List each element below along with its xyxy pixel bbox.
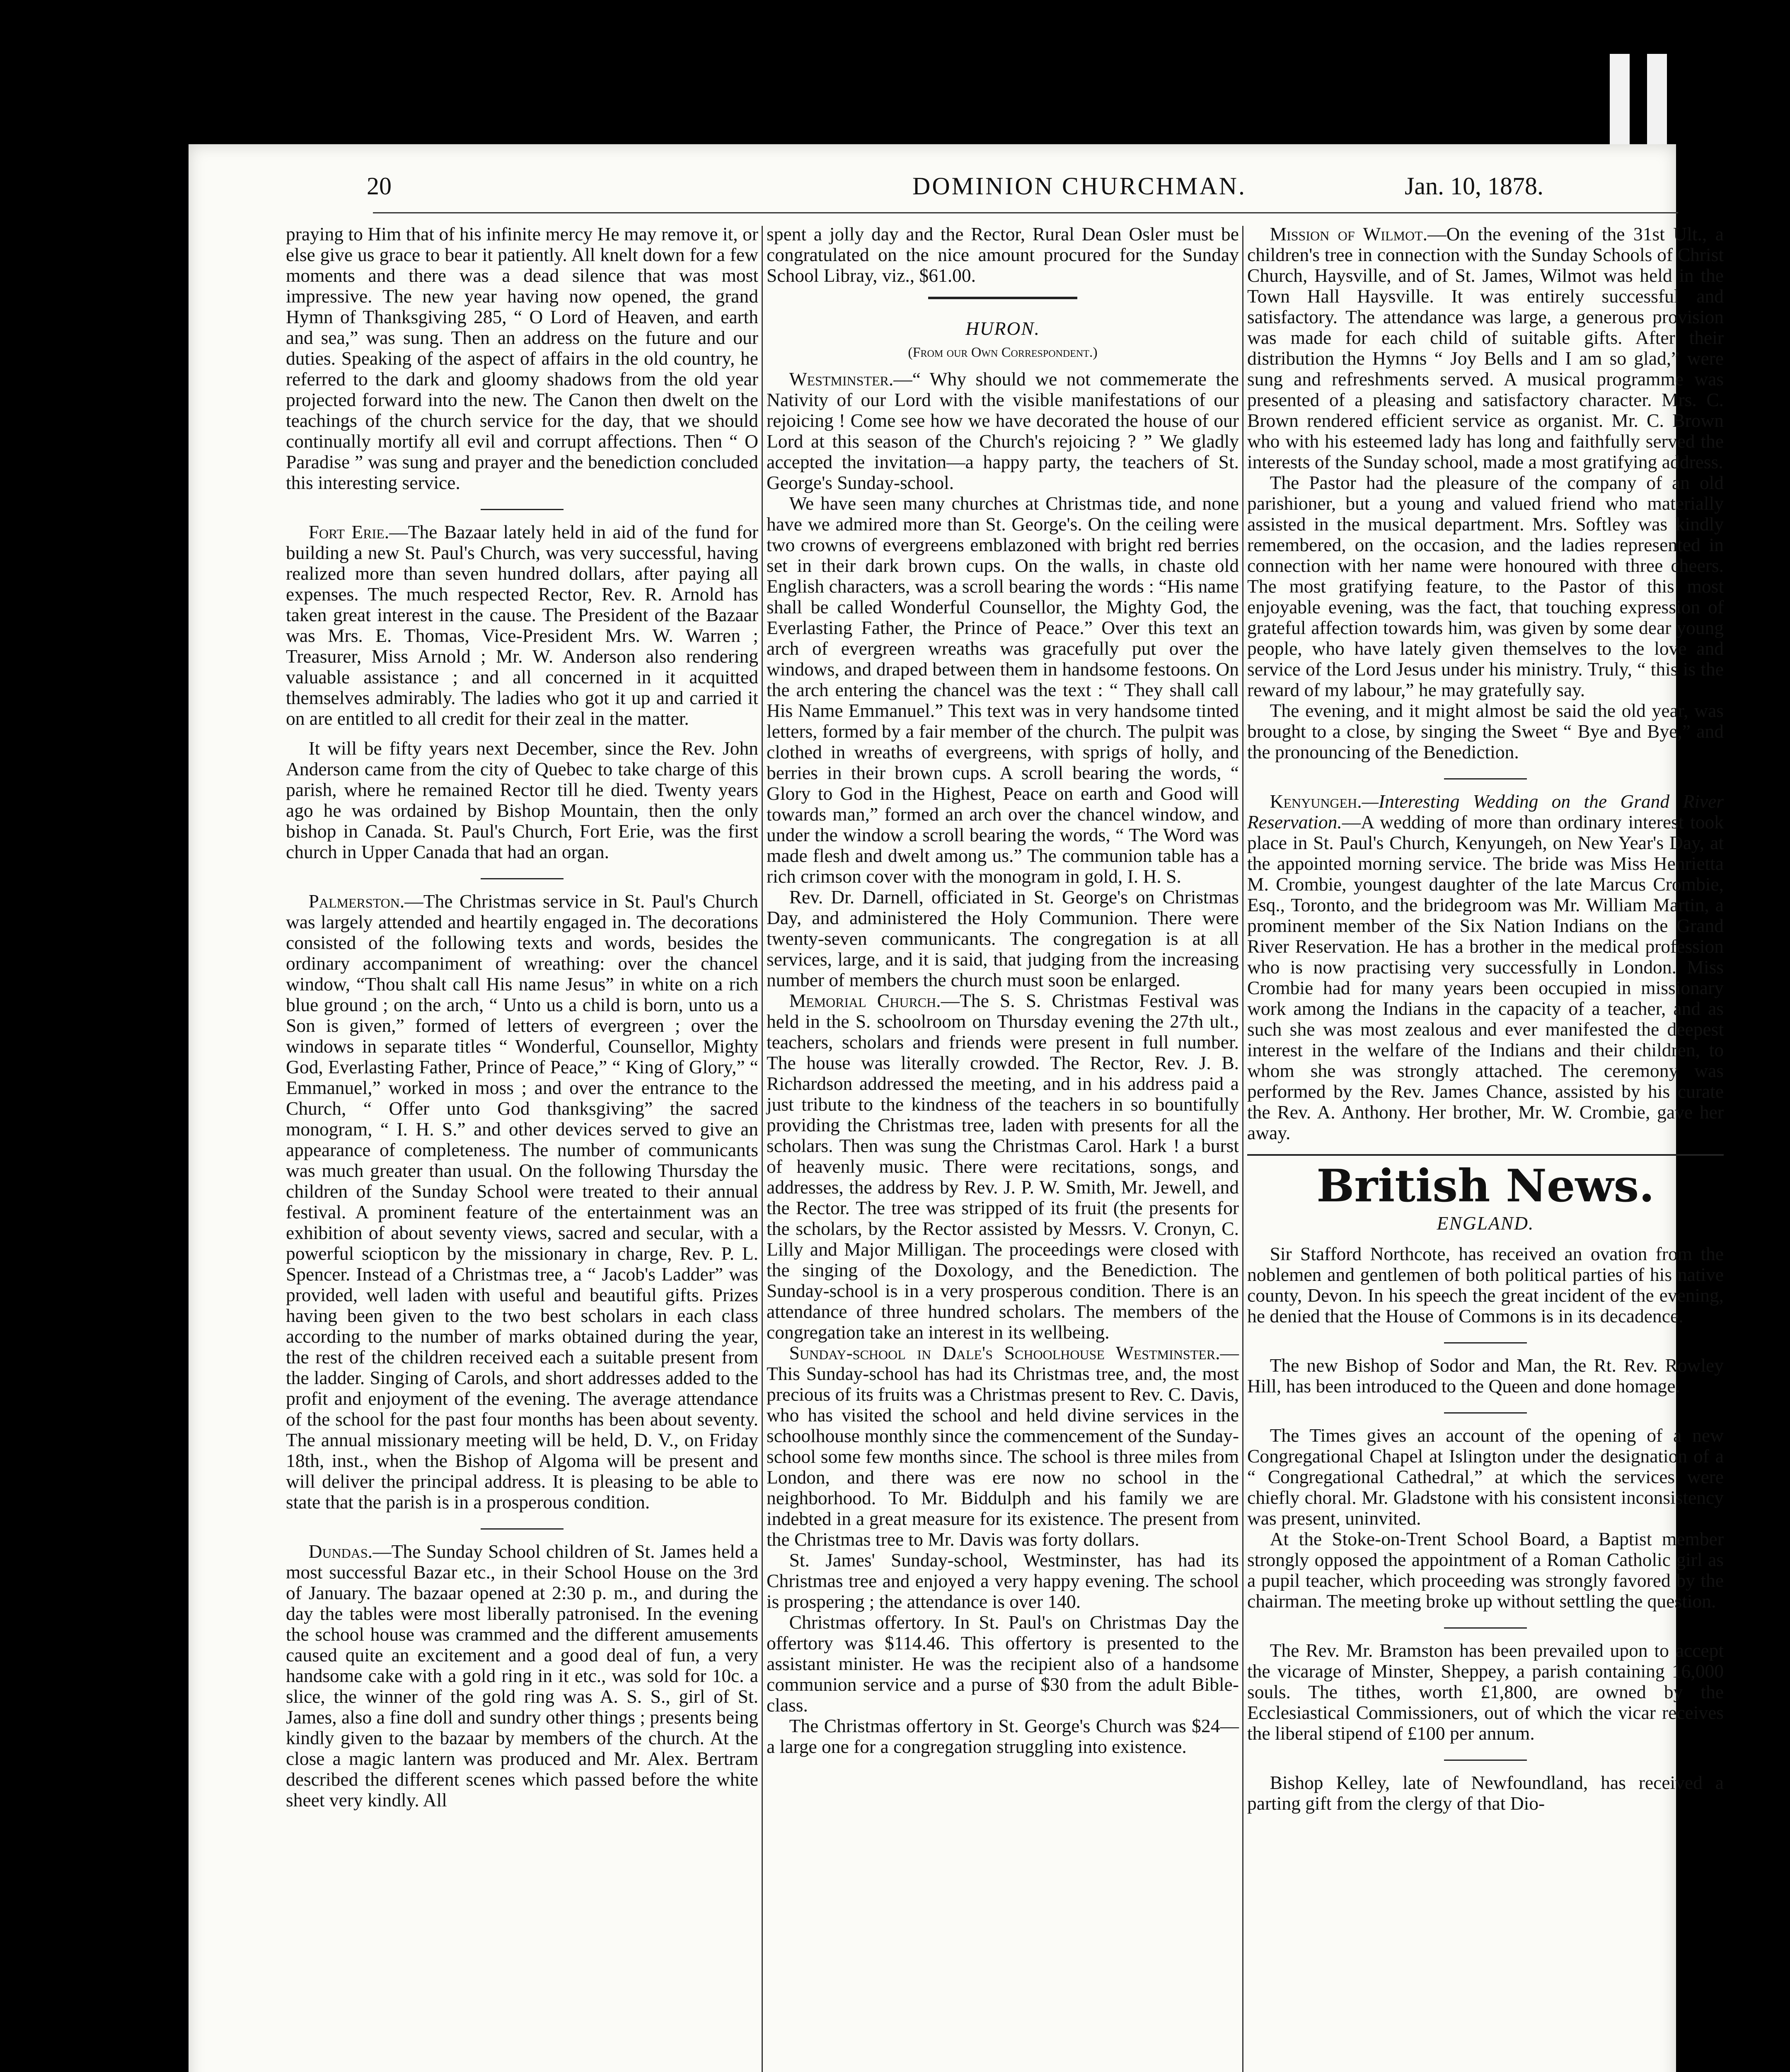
column-2: [767, 224, 1239, 1757]
section-head-kenyungeh: Kenyungeh.: [1270, 791, 1362, 812]
section-head-westminster: Westminster.: [789, 368, 894, 390]
publication-title: DOMINION CHURCHMAN.: [912, 172, 1247, 200]
article-offertory: Christmas offertory. In St. Paul's on Christmas Day the offertory was $114.46. This offertory is presented to the assistant minister. He was the recipient also of a handsome communion service and a purse of $30 from the adult Bible-class.: [767, 1612, 1239, 1716]
section-head-palmerston: Palmerston.: [308, 891, 405, 912]
wilmot-text: —On the evening of the 31st Ult., a children's tree in connection with the Sunday Schools of Christ Church, Haysville, and of St. James, Wilmot was held in the Town Hall Haysville. It was entirely successful and satisfactory. The attendance was large, a generous provision was made for each child of suitable gifts. After their distribution the Hymns “ Joy Bells and I am so glad,” were sung and refreshments served. A musical programme was presented of a pleasing and satisfactory character. Mrs. C. Brown rendered efficient service as organist. Mr. C. Brown who with his esteemed lady has long and faithfully served the interests of the Sunday school, made a most gratifying address.: [1247, 223, 1724, 472]
section-head-dales: Sunday-school in Dale's Schoolhouse Westminster.: [789, 1342, 1220, 1363]
article-memorial: [767, 990, 1239, 1343]
page-number: 20: [367, 172, 392, 200]
section-rule: [1444, 1342, 1527, 1343]
section-rule: [1444, 1627, 1527, 1629]
article-fort-erie: [286, 522, 758, 729]
diocese-heading-huron: HURON.: [965, 318, 1040, 339]
page-header: [184, 160, 1676, 209]
section-rule: [1247, 1154, 1724, 1156]
film-mark-top-2: [1647, 54, 1667, 153]
section-rule: [1444, 1412, 1527, 1414]
column-3: [1247, 224, 1724, 1814]
article-palmerston: [286, 891, 758, 1513]
column-divider-1: [762, 226, 763, 2072]
section-rule: [481, 1528, 564, 1530]
british-news-heading: British News.: [1316, 1160, 1655, 1212]
section-head-wilmot: Mission of Wilmot.: [1270, 223, 1427, 244]
kenyungeh-subhead: —Interesting Wedding on the Grand River Reservation.: [1247, 791, 1724, 833]
section-rule: [1444, 778, 1527, 779]
article-many-churches: We have seen many churches at Christmas tide, and none have we admired more than St. George's. On the ceiling were two crowns of evergreens emblazoned with bright red berries set in their dark brown cups. On the walls, in chaste old English characters, was a scroll bearing the words : “His name shall be called Wonderful Counsellor, the Mighty God, the Everlasting Father, the Prince of Peace.” Over this text an arch of evergreen wreaths was gracefully put over the windows, and draped between them in handsome festoons. On the arch entering the chancel was the text : “ They shall call His Name Emmanuel.” This text was in very handsome tinted letters, formed by a fair member of the church. The pulpit was clothed in wreaths of evergreens, with sprigs of holly, and berries in their brown cups. A scroll bearing the words, “ Glory to God in the Highest, Peace on earth and Good will towards man,” formed an arch over the chancel window, and under the window a scroll bearing the words, “ The Word was made flesh and dwelt among us.” The communion table has a rich crimson cover with the monogram in gold, I. H. S.: [767, 493, 1239, 887]
section-rule: [481, 509, 564, 510]
palmerston-text: —The Christmas service in St. Paul's Church was largely attended and heartily engaged in. The decorations consisted of the following texts and words, besides the ordinary accompaniment of wreathing: over the chancel window, “Thou shalt call His name Jesus” in white on a rich blue ground ; on the arch, “ Unto us a child is born, unto us a Son is given,” formed of letters of evergreen ; over the windows in separate titles “ Wonderful, Counsellor, Mighty God, Everlasting Father, Prince of Peace,” “ King of Glory,” “ Emmanuel,” worked in moss ; and over the entrance to the Church, “ Offer unto God thanksgiving” the sacred monogram, “ I. H. S.” and other devices served to give an appearance of completeness. The number of communicants was much greater than usual. On the following Thursday the children of the Sunday School were treated to their annual festival. A prominent feature of the entertainment was an exhibition of about seventy views, sacred and secular, with a powerful sciopticon by the missionary in charge, Rev. P. L. Spencer. Instead of a Christmas tree, a “ Jacob's Ladder” was provided, well laden with useful and beautiful gifts. Prizes having been given to the two best scholars in each class according to the number of marks obtained during the year, the rest of the children received each a suitable present from the ladder. Singing of Carols, and short addresses added to the profit and enjoyment of the evening. The average attendance of the school for the past four months has been about seventy. The annual missionary meeting will be held, D. V., on Friday 18th, inst., when the Bishop of Algoma will be present and will deliver the principal address. It is pleasing to be able to state that the parish is in a prosperous condition.: [286, 891, 758, 1513]
column-1: [286, 224, 758, 1811]
article-st-george: The Christmas offertory in St. George's Church was $24—a large one for a congregation struggling into existence.: [767, 1715, 1239, 1757]
header-rule: [373, 212, 1678, 213]
article-bramston: The Rev. Mr. Bramston has been prevailed upon to accept the vicarage of Minster, Sheppey, a parish containing 16,000 souls. The tithes, worth £1,800, are owned by the Ecclesiastical Commissioners, out of which the vicar receives the liberal stipend of £100 per annum.: [1247, 1640, 1724, 1744]
memorial-text: —The S. S. Christmas Festival was held in the S. schoolroom on Thursday evening the 27th ult., teachers, scholars and friends were present in full number. The house was literally crowded. The Rector, Rev. J. B. Richardson addressed the meeting, and in his address paid a just tribute to the kindness of the teachers in so bountifully providing the Christmas tree, laden with presents for all the scholars. Then was sung the Christmas Carol. Hark ! a burst of heavenly music. There were recitations, songs, and addresses, the address by Rev. J. P. W. Smith, Mr. Jewell, and the Rector. The tree was stripped of its fruit (the presents for the scholars, by the Rector assisted by Messrs. V. Cronyn, C. Lilly and Major Milligan. The proceedings were closed with the singing of the Doxology, and the Benediction. The Sunday-school is in a very prosperous condition. There is an attendance of three hundred scholars. The members of the congregation take an interest in its wellbeing.: [767, 990, 1239, 1343]
article-darnell: Rev. Dr. Darnell, officiated in St. George's on Christmas Day, and administered the Holy Communion. There were twenty-seven communicants. The congregation is at all services, large, and it is said, that judging from the increasing number of members the church must soon be enlarged.: [767, 886, 1239, 990]
article-sodor: The new Bishop of Sodor and Man, the Rt. Rev. Rowley Hill, has been introduced to the Queen and done homage.: [1247, 1355, 1724, 1397]
article-fifty-years: It will be fifty years next December, since the Rev. John Anderson came from the city of Quebec to take charge of this parish, where he remained Rector till he died. Twenty years ago he was ordained by Bishop Mountain, then the only bishop in Canada. St. Paul's Church, Fort Erie, was the first church in Upper Canada that had an organ.: [286, 738, 758, 862]
dundas-text: —The Sunday School children of St. James held a most successful Bazar etc., in their School House on the 3rd of January. The bazaar opened at 2:30 p. m., and during the day the tables were most liberally patronised. In the evening the school house was crammed and the different amusements caused quite an excitement and a good deal of fun, a very handsome cake with a gold ring in it etc., was sold for 10c. a slice, the winner of the gold ring was A. S. S., girl of St. James, also a fine doll and sundry other things ; presents being kindly given to the bazaar by members of the church. At the close a magic lantern was produced and Mr. Alex. Bertram described the different scenes which passed before the white sheet very kindly. All: [286, 1541, 758, 1811]
section-head-fort-erie: Fort Erie.: [308, 521, 389, 542]
article-kelley: Bishop Kelley, late of Newfoundland, has received a parting gift from the clergy of that Dio-: [1247, 1772, 1724, 1814]
column-divider-2: [1242, 226, 1243, 2072]
article-dales: [767, 1343, 1239, 1550]
section-rule: [481, 878, 564, 879]
fort-erie-text: —The Bazaar lately held in aid of the fund for building a new St. Paul's Church, was very successful, having realized more than seven hundred dollars, after paying all expenses. The much respected Rector, Rev. R. Arnold has taken great interest in the cause. The President of the Bazaar was Mrs. E. Thomas, Vice-President Mrs. W. Warren ; Treasurer, Miss Arnold ; Mr. W. Anderson also rendering valuable assistance ; and all concerned in it acquitted themselves admirably. The ladies who got it up and carried it on are entitled to all credit for their zeal in the matter.: [286, 521, 758, 729]
article-continuation: spent a jolly day and the Rector, Rural Dean Osler must be congratulated on the nice amount procured for the Sunday School Libray, viz., $61.00.: [767, 223, 1239, 286]
westminster-text: —“ Why should we not commemerate the Nativity of our Lord with the visible manifestations of our rejoicing ! Come see how we have decorated the house of our Lord at this season of the Church's rejoicing ? ” We gladly accepted the invitation—a happy party, the teachers of St. George's Sunday-school.: [767, 368, 1239, 493]
article-westminster: [767, 369, 1239, 493]
england-subheading: ENGLAND.: [1437, 1213, 1534, 1234]
correspondent-byline: (From our Own Correspondent.): [908, 345, 1098, 360]
article-kenyungeh: [1247, 791, 1724, 1143]
dales-text: —This Sunday-school has had its Christmas tree, and, the most precious of its fruits was a Christmas present to Rev. C. Davis, who has visited the school and held divine services in the schoolhouse monthly since the commencement of the Sunday-school some few months since. The school is three miles from London, and there was ere now no school in the neighborhood. To Mr. Biddulph and his family we are indebted in a great measure for its existence. The present from the Christmas tree to Mr. Davis was forty dollars.: [767, 1342, 1239, 1550]
article-dundas: [286, 1541, 758, 1811]
kenyungeh-text: —A wedding of more than ordinary interest took place in St. Paul's Church, Kenyungeh, on New Year's Day, at the appointed morning service. The bride was Miss Henrietta M. Crombie, youngest daughter of the late Marcus Crombie, Esq., Toronto, and the bridegroom was Mr. William Martin, a prominent member of the Six Nation Indians on the Grand River Reservation. He has a brother in the medical profession who is now practising very successfully in London. Miss Crombie had for many years been occupied in missionary work among the Indians in the capacity of a teacher, and as such she was most zealous and ever manifested the deepest interest in the welfare of the Indians and their children, to whom she was strongly attached. The ceremony was performed by the Rev. James Chance, assisted by his curate the Rev. A. Anthony. Her brother, Mr. W. Crombie, gave her away.: [1247, 811, 1724, 1143]
article-northcote: Sir Stafford Northcote, has received an ovation from the noblemen and gentlemen of both political parties of his native county, Devon. In his speech the great incident of the evening, he denied that the House of Commons is in its decadence.: [1247, 1243, 1724, 1326]
article-times: The Times gives an account of the opening of a new Congregational Chapel at Islington under the designation of a “ Congregational Cathedral,” at which the services were chiefly choral. Mr. Gladstone with his consistent inconsistency was present, uninvited.: [1247, 1425, 1724, 1529]
section-head-memorial: Memorial Church.: [789, 990, 941, 1011]
section-rule: [1444, 1760, 1527, 1761]
article-stoke: At the Stoke-on-Trent School Board, a Baptist member strongly opposed the appointment of a Roman Catholic girl as a pupil teacher, which proceeding was strongly favored by the chairman. The meeting broke up without settling the question.: [1247, 1528, 1724, 1612]
article-continuation: praying to Him that of his infinite mercy He may remove it, or else give us grace to bear it patiently. All knelt down for a few moments and there was a dead silence that was most impressive. The new year having now opened, the grand Hymn of Thanksgiving 285, “ O Lord of Heaven, and earth and sea,” was sung. Then an address on the future and our duties. Speaking of the aspect of affairs in the old country, he referred to the dark and gloomy shadows from the old year projected forward into the new. The Canon then dwelt on the teachings of the church service for the day, that we should continually mortify all evil and corrupt affections. Then “ O Paradise ” was sung and prayer and the benediction concluded this interesting service.: [286, 223, 758, 493]
section-rule: [928, 297, 1077, 299]
article-wilmot: [1247, 224, 1724, 472]
article-evening: The evening, and it might almost be said the old year, was brought to a close, by singing the Sweet “ Bye and Bye,” and the pronouncing of the Benediction.: [1247, 700, 1724, 762]
section-head-dundas: Dundas.: [308, 1541, 373, 1562]
issue-date: Jan. 10, 1878.: [1405, 172, 1543, 200]
article-st-james: St. James' Sunday-school, Westminster, has had its Christmas tree and enjoyed a very happy evening. The school is prospering ; the attendance is over 140.: [767, 1549, 1239, 1612]
film-mark-top-1: [1610, 54, 1630, 153]
article-pastor: The Pastor had the pleasure of the company of an old parishioner, but a young and valued friend who materially assisted in the musical department. Mrs. Softley was kindly remembered, on the occasion, and the ladies represented in connection with her name were honoured with three cheers. The most gratifying feature, to the Pastor of this most enjoyable evening, was the fact, that touching expression of grateful affection towards him, was given by some dear young people, who have lately given themselves to the love and service of the Lord Jesus under his ministry. Truly, “ this is the reward of my labour,” he may gratefully say.: [1247, 472, 1724, 700]
